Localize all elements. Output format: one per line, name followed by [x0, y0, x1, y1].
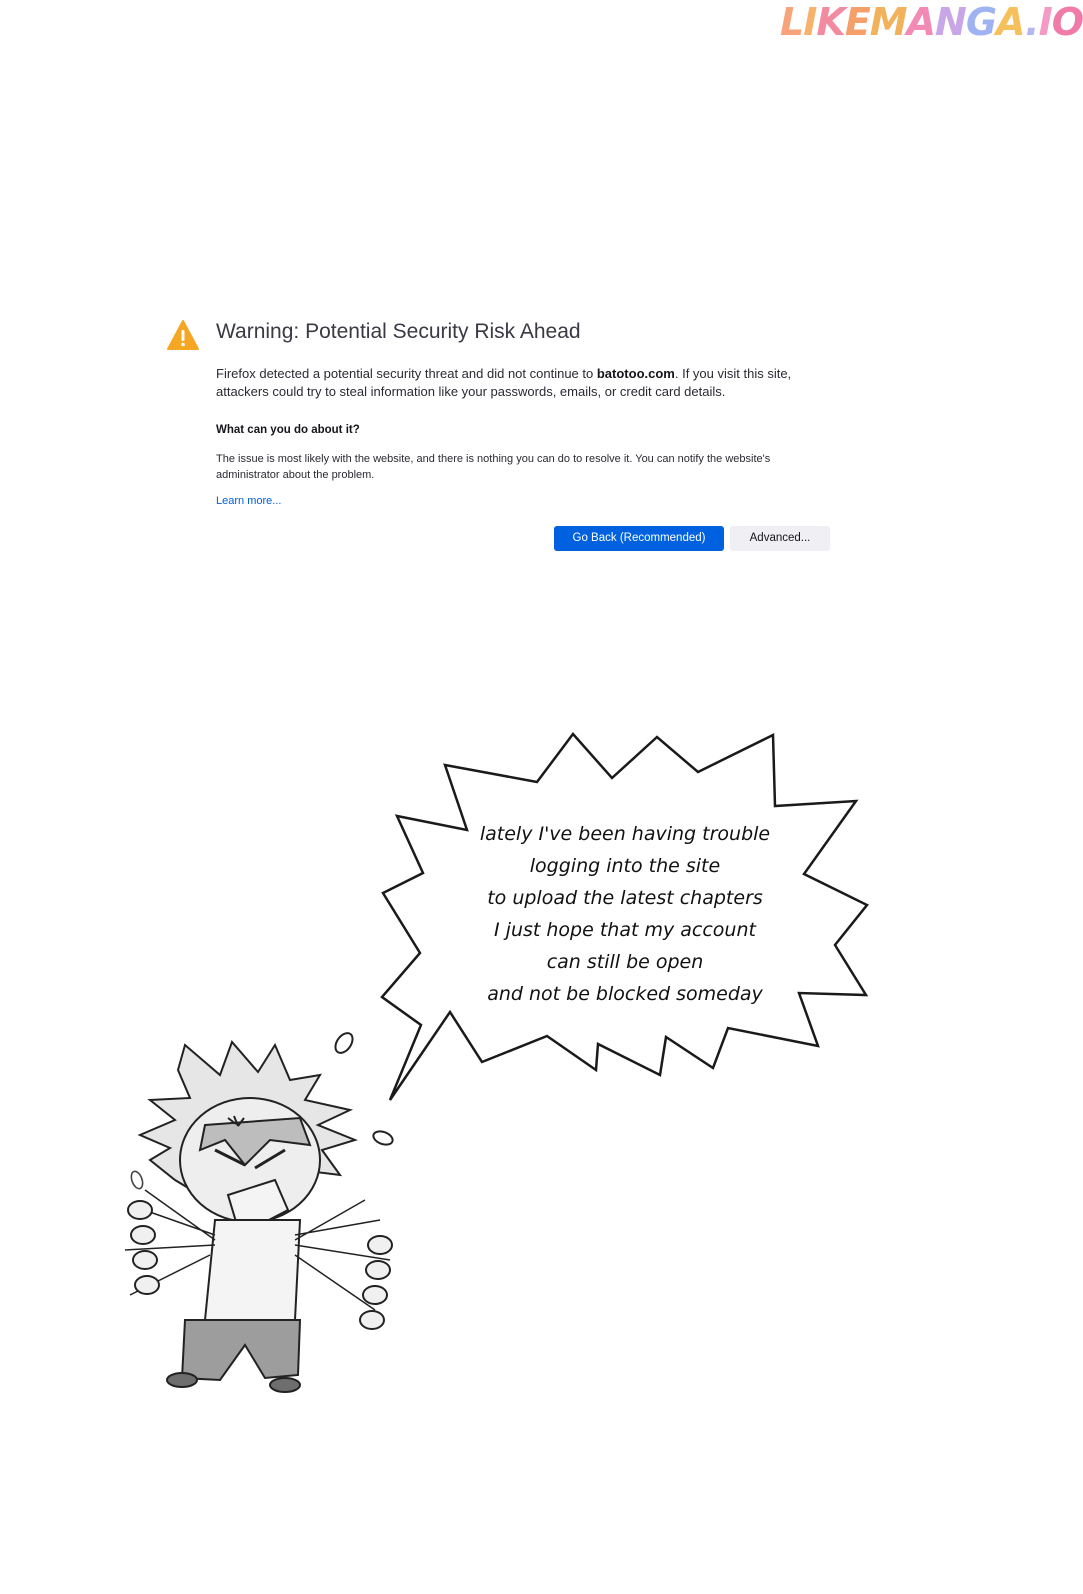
- page-title: Warning: Potential Security Risk Ahead: [216, 320, 581, 343]
- watermark-letter: L: [780, 0, 804, 44]
- sweat-drop: [372, 1129, 395, 1147]
- speech-bubble-text: [470, 818, 780, 1010]
- watermark-letter: I: [1038, 0, 1052, 44]
- speech-line: logging into the site: [529, 855, 721, 877]
- what-can-you-do-heading: What can you do about it?: [216, 424, 360, 436]
- go-back-button[interactable]: Go Back (Recommended): [554, 526, 724, 551]
- watermark-letter: O: [1051, 0, 1083, 44]
- watermark-letter: A: [906, 0, 936, 44]
- watermark-letter: I: [803, 0, 817, 44]
- watermark-letter: K: [816, 0, 845, 44]
- watermark-letter: M: [869, 0, 907, 44]
- watermark-letter: G: [965, 0, 997, 44]
- description-text-before: Firefox detected a potential security threat and did not continue to: [216, 366, 597, 381]
- speech-line: lately I've been having trouble: [479, 823, 771, 845]
- speech-line: and not be blocked someday: [487, 983, 763, 1005]
- watermark-letter: N: [935, 0, 966, 44]
- speech-line: can still be open: [546, 951, 704, 973]
- watermark-letter: A: [996, 0, 1026, 44]
- sweat-drop: [129, 1170, 145, 1190]
- description-text-after: . If you visit this site, attackers could try to steal information like your passwords, emails, or credit card details.: [216, 366, 792, 399]
- blocked-domain: batotoo.com: [596, 366, 675, 381]
- speech-line: to upload the latest chapters: [487, 887, 763, 909]
- issue-detail-text: The issue is most likely with the website, and there is nothing you can do to resolve it. You can notify the website's administrator about the problem.: [216, 453, 771, 481]
- learn-more-link[interactable]: Learn more...: [216, 495, 282, 507]
- speech-line: I just hope that my account: [494, 919, 756, 941]
- advanced-button[interactable]: Advanced...: [730, 526, 830, 551]
- sweat-drop: [332, 1030, 356, 1056]
- watermark-letter: .: [1025, 0, 1039, 44]
- angry-character-drawing: [125, 1042, 392, 1392]
- watermark-letter: E: [844, 0, 870, 44]
